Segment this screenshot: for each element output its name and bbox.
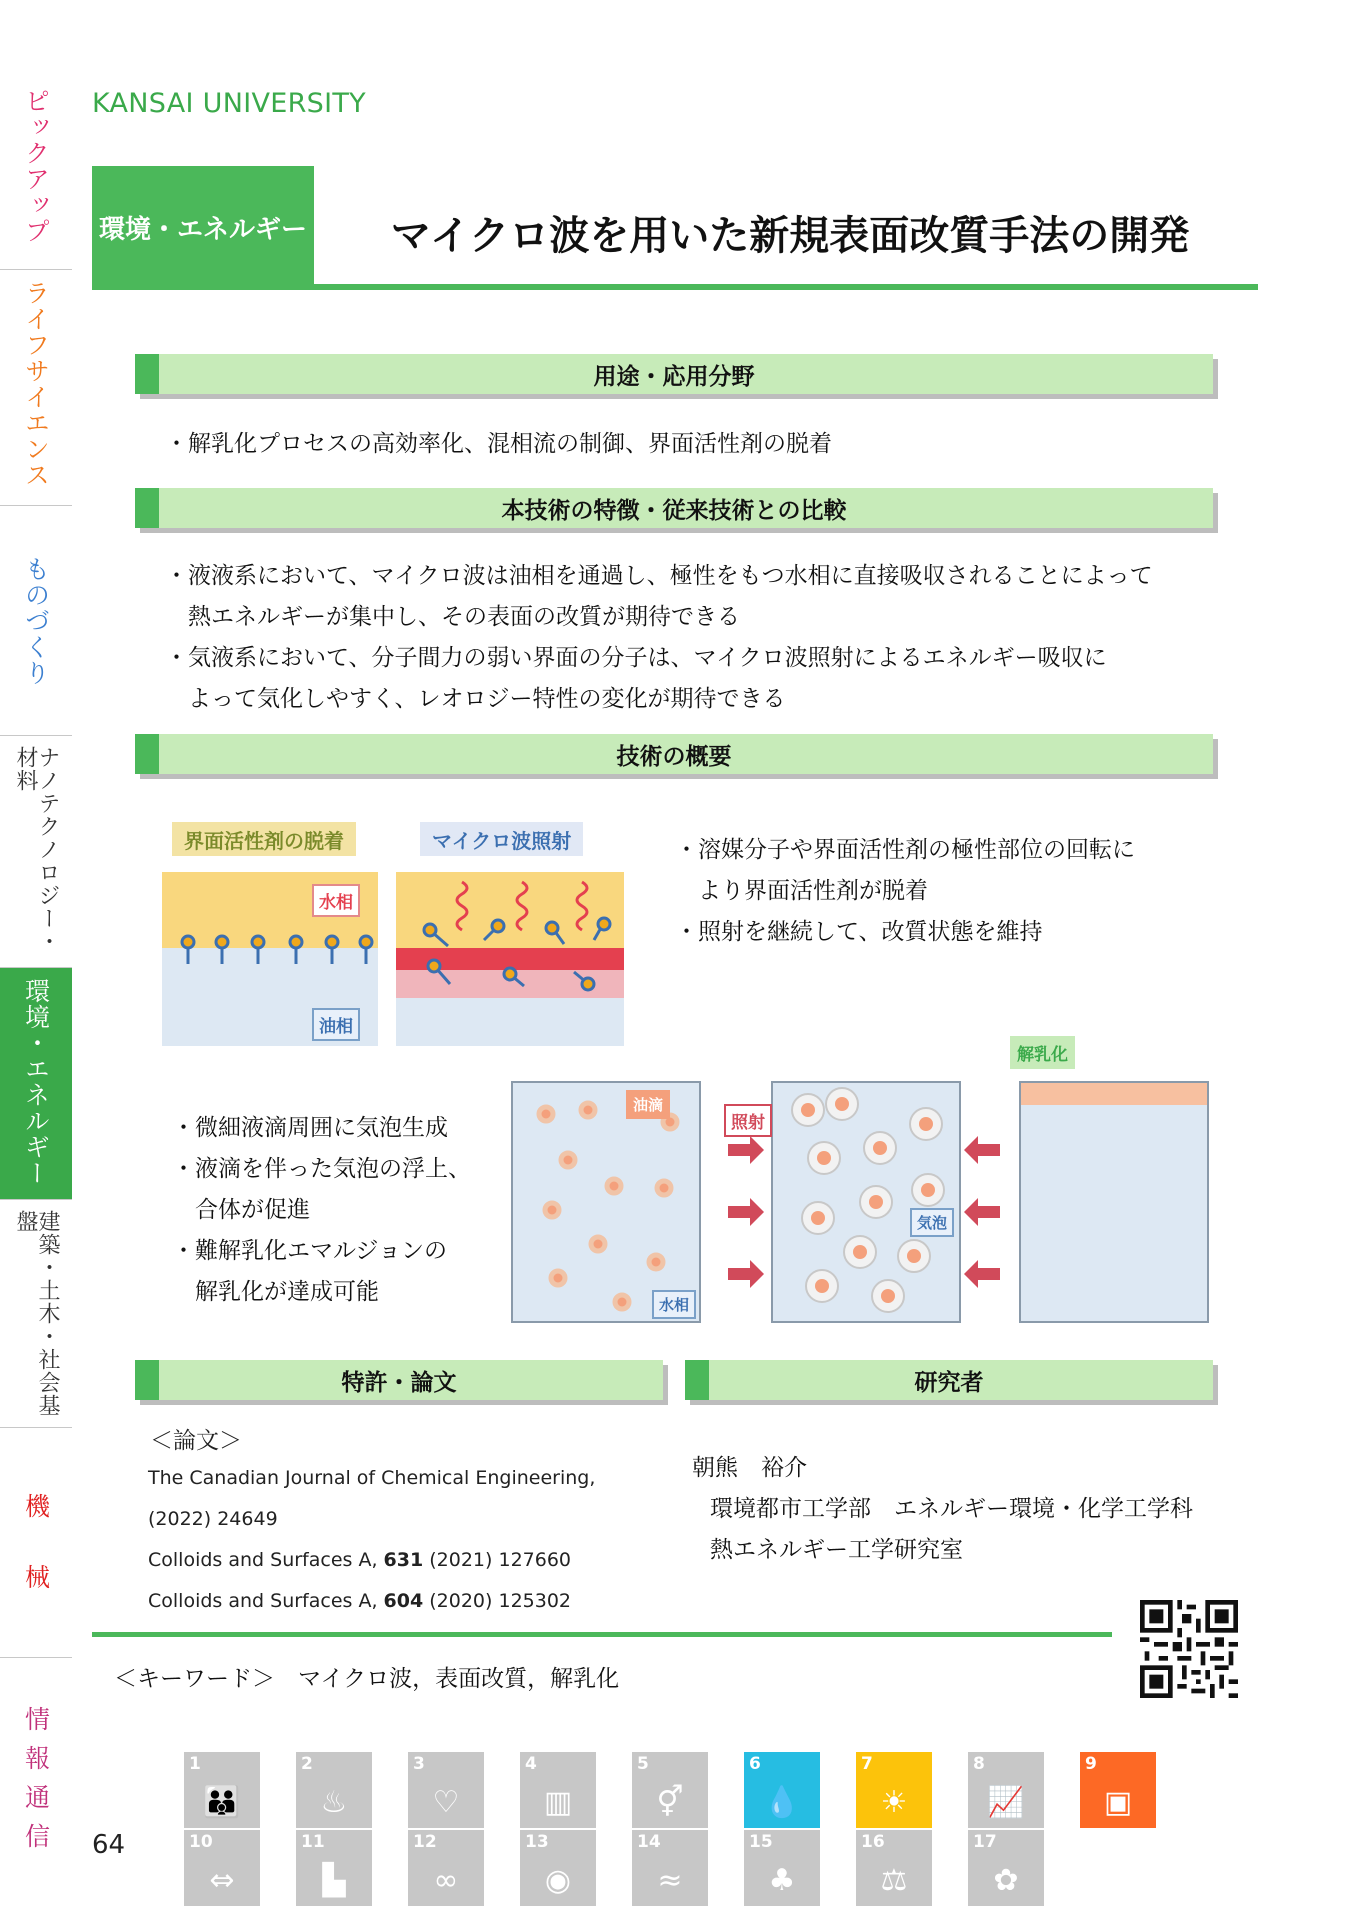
features-text — [165, 556, 1153, 720]
sdg-10-icon: 10 ⇔ — [184, 1830, 260, 1906]
side-tab-label: 環境・エネルギー — [21, 978, 51, 1186]
sdg-2-icon: 2 ♨ — [296, 1752, 372, 1828]
features-line: 熱エネルギーが集中し、その表面の改質が期待できる — [165, 604, 740, 630]
side-tab-label: 機械 — [21, 1493, 51, 1635]
side-tab-label: 情報通信 — [21, 1706, 51, 1862]
sdg-14-icon: 14 ≈ — [632, 1830, 708, 1906]
section-heading-features — [135, 488, 1213, 528]
overview-right-text — [675, 830, 1135, 953]
papers-list — [148, 1458, 595, 1622]
oil-droplet-tag: 油滴 — [626, 1090, 670, 1119]
overview-line: 解乳化が達成可能 — [172, 1279, 379, 1305]
section-heading-overview — [135, 734, 1213, 774]
paper-item: Colloids and Surfaces A, 631 (2021) 127660 — [148, 1549, 572, 1571]
section-heading-uses — [135, 354, 1213, 394]
irradiation-tag: 照射 — [724, 1104, 772, 1137]
features-line: よって気化しやすく、レオロジー特性の変化が期待できる — [165, 686, 786, 712]
paper-item: Colloids and Surfaces A, 604 (2020) 125302 — [148, 1590, 572, 1612]
papers-subheading: ＜論文＞ — [150, 1428, 242, 1454]
interface-illustration — [162, 872, 624, 1046]
overview-line: 合体が促進 — [172, 1197, 310, 1223]
overview-line: ・溶媒分子や界面活性剤の極性部位の回転に — [675, 837, 1135, 863]
section-heading-text: 研究者 — [914, 1369, 984, 1396]
diagram-label-desorption: 界面活性剤の脱着 — [172, 822, 356, 856]
side-tab-monozukuri[interactable] — [0, 506, 72, 736]
paper-item: (2022) 24649 — [148, 1508, 278, 1530]
section-heading-patents — [135, 1360, 663, 1400]
sdg-9-icon: 9 ▣ — [1080, 1752, 1156, 1828]
side-tab-nanotech[interactable] — [0, 736, 72, 968]
overview-line: より界面活性剤が脱着 — [675, 878, 928, 904]
side-tab-ict[interactable] — [0, 1658, 72, 1898]
category-label: 環境・エネルギー — [92, 166, 314, 288]
side-tab-label: ものづくり — [21, 556, 51, 686]
section-heading-text: 技術の概要 — [616, 743, 732, 770]
sdg-7-icon: 7 ☀ — [856, 1752, 932, 1828]
sdg-16-icon: 16 ⚖ — [856, 1830, 932, 1906]
demulsification-illustration — [510, 1080, 1210, 1326]
sdg-5-icon: 5 ⚥ — [632, 1752, 708, 1828]
side-tab-life-science[interactable] — [0, 270, 72, 506]
sdg-17-icon: 17 ✿ — [968, 1830, 1044, 1906]
side-tab-label: ナノテクノロジー・材料 — [13, 746, 60, 953]
qr-code[interactable] — [1140, 1600, 1238, 1698]
keyword-divider — [92, 1632, 1112, 1637]
keywords-text: ＜キーワード＞ マイクロ波，表面改質，解乳化 — [114, 1666, 620, 1692]
overview-line: ・微細液滴周囲に気泡生成 — [172, 1115, 448, 1141]
uses-line: ・解乳化プロセスの高効率化、混相流の制御、界面活性剤の脱着 — [165, 431, 832, 457]
title-divider — [92, 284, 1258, 290]
researcher-dept: 環境都市工学部 エネルギー環境・化学工学科 — [710, 1496, 1193, 1522]
side-tab-label: 建築・土木・社会基盤 — [13, 1210, 60, 1417]
page-title: マイクロ波を用いた新規表面改質手法の開発 — [390, 213, 1190, 259]
sdg-4-icon: 4 ▥ — [520, 1752, 596, 1828]
sdg-8-icon: 8 📈 — [968, 1752, 1044, 1828]
sdg-11-icon: 11 ▙ — [296, 1830, 372, 1906]
section-heading-text: 特許・論文 — [341, 1369, 457, 1396]
overview-line: ・難解乳化エマルジョンの — [172, 1238, 447, 1264]
section-heading-text: 本技術の特徴・従来技術との比較 — [501, 497, 847, 524]
side-tab-label: ピックアップ — [21, 88, 51, 244]
researcher-info — [692, 1448, 1193, 1571]
brand-text: KANSAI UNIVERSITY — [92, 88, 366, 119]
researcher-name: 朝熊 裕介 — [692, 1455, 807, 1481]
sdg-15-icon: 15 ♣ — [744, 1830, 820, 1906]
uses-text — [165, 424, 832, 465]
side-tab-mechanical[interactable] — [0, 1428, 72, 1658]
overview-left-text — [172, 1108, 471, 1313]
side-tab-environment[interactable] — [0, 968, 72, 1200]
demulsified-tag: 解乳化 — [1010, 1036, 1075, 1069]
side-tab-architecture[interactable] — [0, 1200, 72, 1428]
features-line: ・液液系において、マイクロ波は油相を通過し、極性をもつ水相に直接吸収されることによって — [165, 563, 1153, 589]
side-tab-label: ライフサイエンス — [21, 280, 51, 488]
overview-line: ・照射を継続して、改質状態を維持 — [675, 919, 1043, 945]
researcher-lab: 熱エネルギー工学研究室 — [710, 1537, 963, 1563]
bubble-tag: 気泡 — [910, 1208, 954, 1237]
features-line: ・気液系において、分子間力の弱い界面の分子は、マイクロ波照射によるエネルギー吸収に — [165, 645, 1107, 671]
water-phase-tag-2: 水相 — [652, 1290, 696, 1319]
diagram-label-microwave: マイクロ波照射 — [420, 822, 583, 856]
sdg-13-icon: 13 ◉ — [520, 1830, 596, 1906]
section-heading-text: 用途・応用分野 — [593, 363, 755, 390]
section-heading-researcher — [685, 1360, 1213, 1400]
page-number: 64 — [92, 1830, 126, 1860]
side-tab-pickup[interactable] — [0, 78, 72, 270]
oil-phase-tag: 油相 — [312, 1008, 360, 1041]
sdg-12-icon: 12 ∞ — [408, 1830, 484, 1906]
overview-line: ・液滴を伴った気泡の浮上、 — [172, 1156, 471, 1182]
paper-item: The Canadian Journal of Chemical Engineering, — [148, 1467, 596, 1489]
sdg-1-icon: 1 👪 — [184, 1752, 260, 1828]
water-phase-tag: 水相 — [312, 884, 360, 917]
sdg-3-icon: 3 ♡ — [408, 1752, 484, 1828]
sdg-6-icon: 6 💧 — [744, 1752, 820, 1828]
